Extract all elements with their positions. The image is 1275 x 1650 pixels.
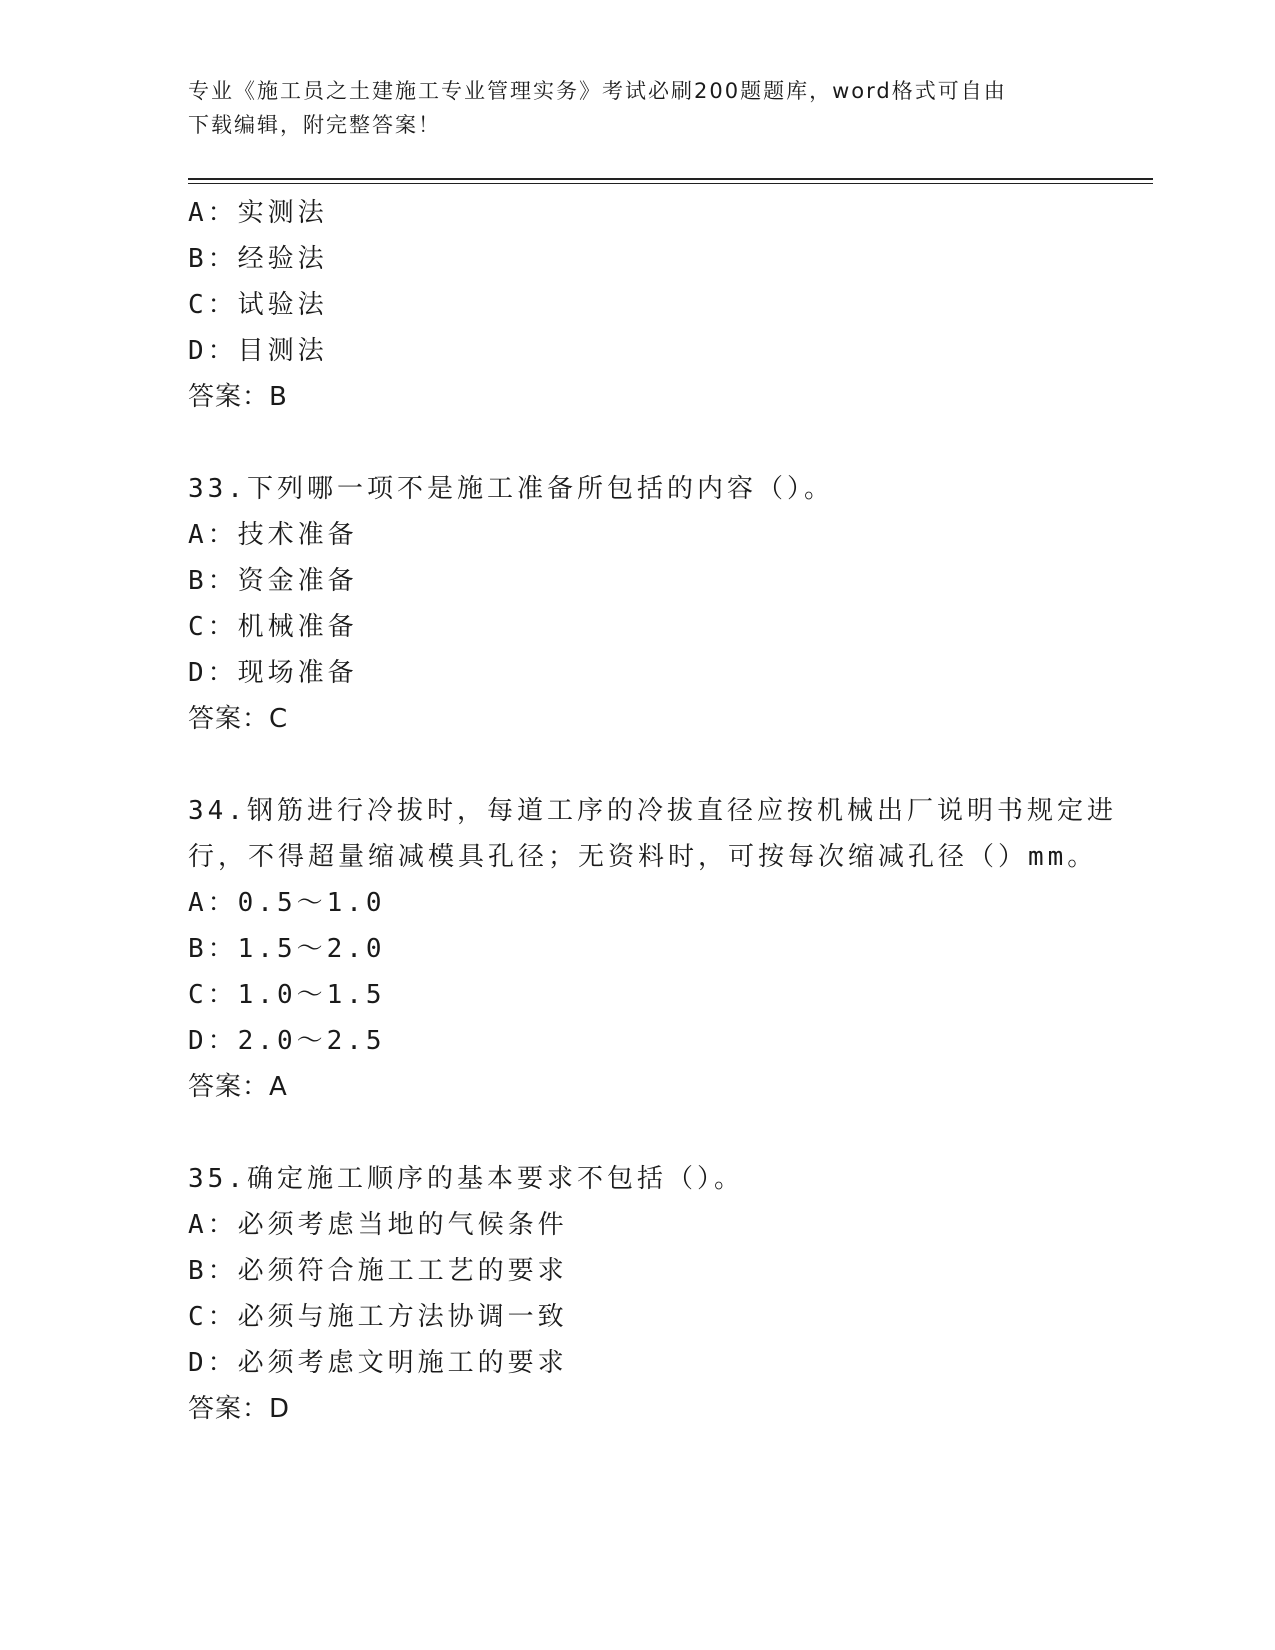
- option-d: D：目测法: [188, 336, 328, 366]
- header-line-1: 专业《施工员之土建施工专业管理实务》考试必刷200题题库，word格式可自由: [188, 79, 1007, 103]
- option-c: C：机械准备: [188, 612, 358, 642]
- option-d: D：必须考虑文明施工的要求: [188, 1348, 568, 1378]
- question-list: [188, 190, 1117, 1432]
- header-line-2: 下载编辑，附完整答案！: [188, 113, 441, 137]
- question-text-line-2: 行，不得超量缩减模具孔径；无资料时，可按每次缩减孔径（）mm。: [188, 842, 1098, 872]
- answer: 答案：C: [188, 704, 289, 734]
- option-d: D：2.0～2.5: [188, 1026, 386, 1056]
- answer: 答案：D: [188, 1394, 291, 1424]
- spacer: [188, 1110, 1088, 1156]
- option-c: C：必须与施工方法协调一致: [188, 1302, 568, 1332]
- option-b: B：必须符合施工工艺的要求: [188, 1256, 568, 1286]
- header-divider-thick: [188, 178, 1153, 180]
- option-b: B：资金准备: [188, 566, 358, 596]
- answer: 答案：B: [188, 382, 288, 412]
- option-a: A：技术准备: [188, 520, 358, 550]
- option-b: B：经验法: [188, 244, 328, 274]
- option-c: C：试验法: [188, 290, 328, 320]
- question-33: [188, 466, 1088, 742]
- option-d: D：现场准备: [188, 658, 358, 688]
- option-a: A：必须考虑当地的气候条件: [188, 1210, 568, 1240]
- option-b: B：1.5～2.0: [188, 934, 386, 964]
- question-text-line-1: 34.钢筋进行冷拔时，每道工序的冷拔直径应按机械出厂说明书规定进: [188, 796, 1117, 826]
- option-a: A：0.5～1.0: [188, 888, 386, 918]
- spacer: [188, 742, 1088, 788]
- spacer: [188, 420, 1088, 466]
- question-35: [188, 1156, 1088, 1432]
- question-34: [188, 788, 1117, 1110]
- header-divider-thin: [188, 183, 1153, 184]
- document-header: [188, 74, 1068, 142]
- answer: 答案：A: [188, 1072, 288, 1102]
- question-text: 35.确定施工顺序的基本要求不包括（）。: [188, 1164, 744, 1194]
- option-a: A：实测法: [188, 198, 328, 228]
- question-32: [188, 190, 1088, 420]
- question-text: 33.下列哪一项不是施工准备所包括的内容（）。: [188, 474, 834, 504]
- option-c: C：1.0～1.5: [188, 980, 386, 1010]
